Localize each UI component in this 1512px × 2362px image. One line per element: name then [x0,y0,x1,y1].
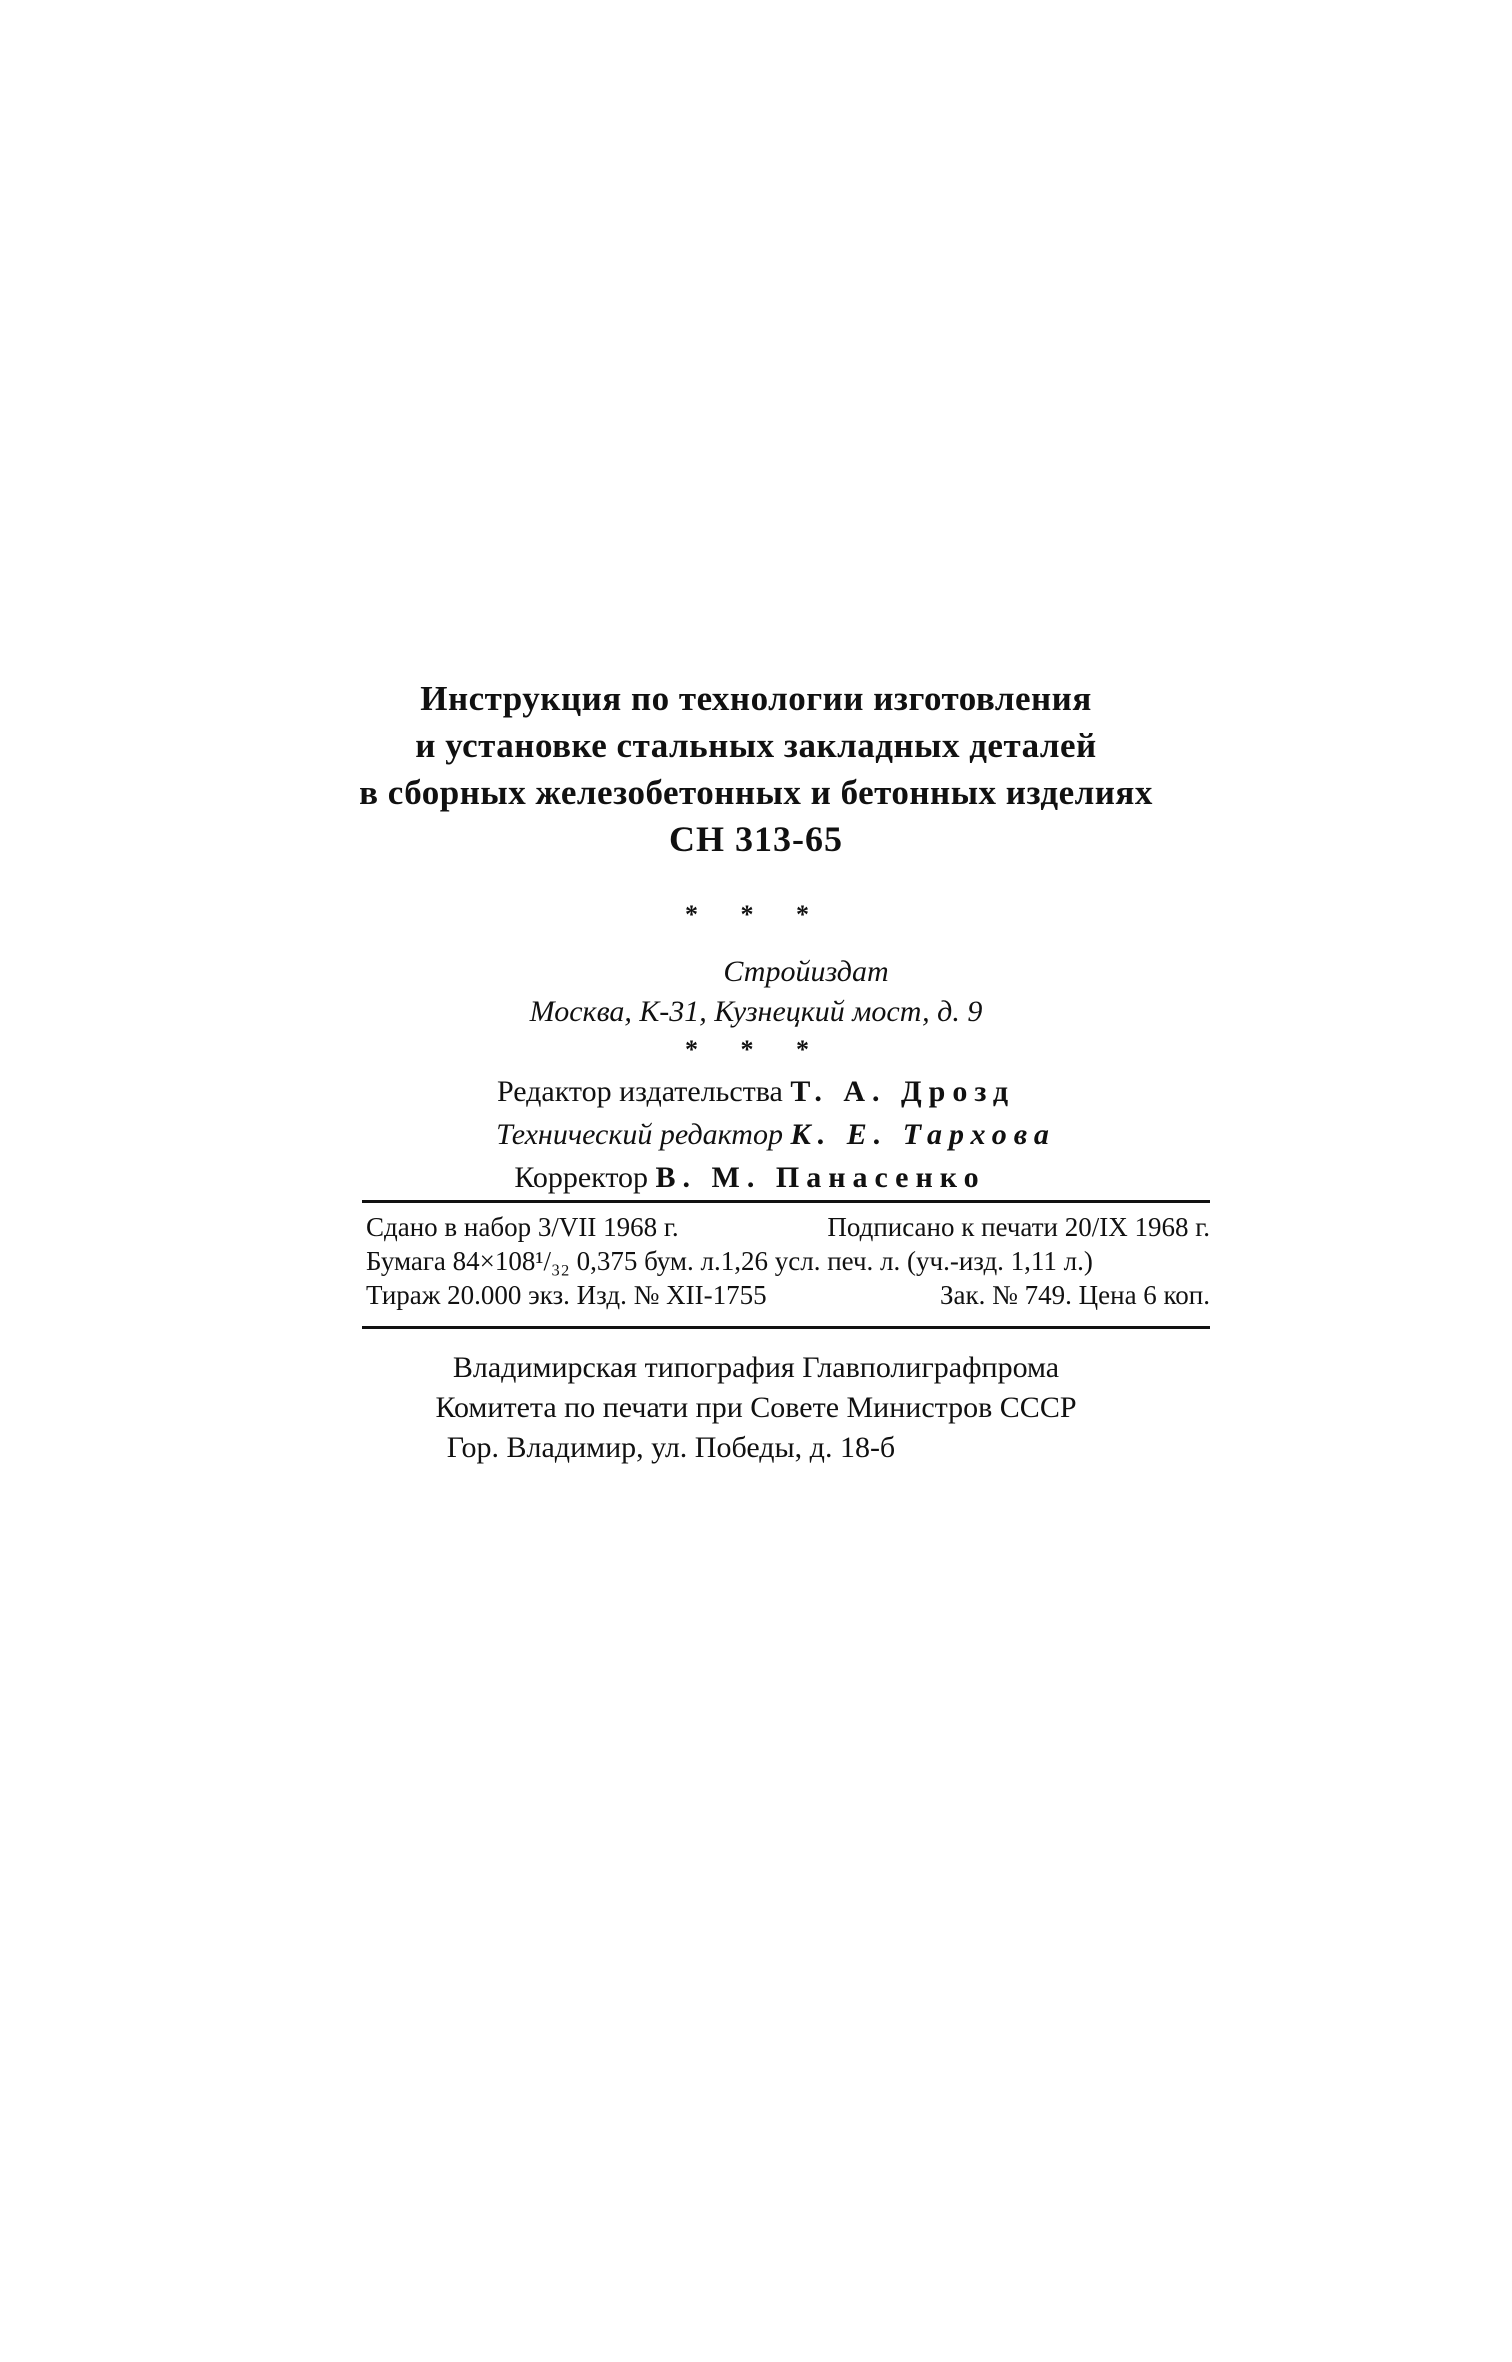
imprint-line-3 [366,1278,1210,1312]
publisher-block [300,952,1212,1032]
editor-credit [300,1070,1212,1113]
editor-name: Т. А. Дрозд [790,1075,1016,1108]
printer-line-2: Комитета по печати при Совете Министров СССР [435,1391,1077,1424]
printer-line-1: Владимирская типография Главполиграфпрома [452,1351,1060,1384]
proofreader-role: Корректор [514,1161,649,1194]
circulation-info: Тираж 20.000 экз. Изд. № XII-1755 [366,1280,767,1310]
printer-info [300,1348,1212,1468]
title-line-2: и установке стальных закладных деталей [415,726,1097,765]
imprint-line-1 [366,1210,1210,1244]
separator-stars-2: * * * [685,1035,827,1064]
publisher-name: Стройиздат [723,955,889,988]
imprint-line-2 [366,1244,1210,1278]
document-title [300,675,1212,863]
print-imprint [366,1210,1210,1312]
bottom-divider [362,1326,1210,1329]
printer-address: Гор. Владимир, ул. Победы, д. 18-б [446,1431,896,1464]
signed-date: Подписано к печати 20/IX 1968 г. [827,1212,1210,1242]
separator-stars-1: * * * [685,900,827,929]
title-line-3: в сборных железобетонных и бетонных изделиях [359,773,1153,812]
editor-role: Редактор издательства [496,1075,783,1108]
typeset-date: Сдано в набор 3/VII 1968 г. [366,1212,679,1242]
proofreader-name: В. М. Панасенко [655,1161,986,1194]
publisher-address: Москва, К-31, Кузнецкий мост, д. 9 [529,995,983,1028]
tech-editor-role: Технический редактор [496,1118,783,1151]
title-line-1: Инструкция по технологии изготовления [420,679,1092,718]
top-divider [362,1200,1210,1203]
order-price-info: Зак. № 749. Цена 6 коп. [940,1280,1210,1310]
proofreader-credit [300,1156,1212,1199]
paper-info: Бумага 84×108¹/₃₂ 0,375 бум. л.1,26 усл. печ. л. (уч.-изд. 1,11 л.) [366,1246,1093,1276]
staff-credits [300,1070,1212,1199]
tech-editor-credit [300,1113,1212,1156]
tech-editor-name: К. Е. Тархова [790,1118,1056,1151]
standard-code: СН 313-65 [669,819,843,859]
